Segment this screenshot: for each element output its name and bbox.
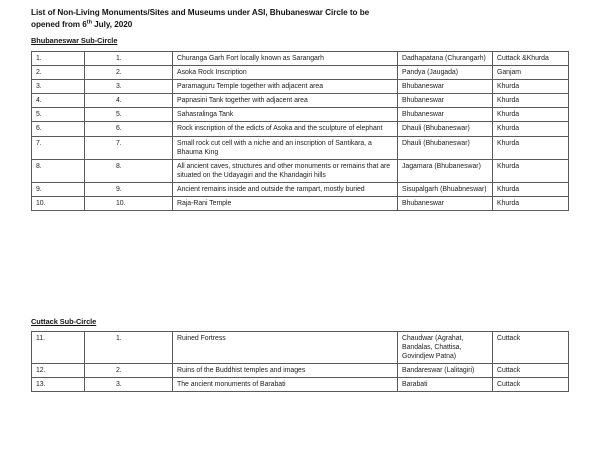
- cell-number: [85, 364, 173, 378]
- cell-district: Cuttack: [493, 332, 569, 364]
- cell-number: [85, 378, 173, 392]
- cell-number-text: 1.: [116, 335, 122, 342]
- cell-number: [85, 159, 173, 182]
- section-heading-bhubaneswar: Bhubaneswar Sub-Circle: [31, 36, 118, 45]
- cell-district: Ganjam: [493, 66, 569, 80]
- cell-number: [85, 80, 173, 94]
- cell-location: Bhubaneswar: [398, 197, 493, 211]
- table-row: [32, 182, 569, 196]
- cell-monument-name: Rock inscription of the edicts of Asoka and the sculpture of elephant: [173, 122, 398, 136]
- table-row: [32, 364, 569, 378]
- table-row: [32, 80, 569, 94]
- cell-number-text: 3.: [116, 381, 122, 389]
- cell-district: Khurda: [493, 182, 569, 196]
- cell-number: [85, 94, 173, 108]
- cell-number: [85, 122, 173, 136]
- cell-number-text: 8.: [116, 162, 122, 170]
- cell-serial: 4.: [32, 94, 85, 108]
- cell-monument-name: Asoka Rock Inscription: [173, 66, 398, 80]
- cell-serial: 1.: [32, 52, 85, 66]
- cell-location: Bhubaneswar: [398, 108, 493, 122]
- cell-number: [85, 66, 173, 80]
- table-row: [32, 378, 569, 392]
- cell-number-text: 6.: [116, 125, 122, 133]
- cell-district: Cuttack &Khurda: [493, 52, 569, 66]
- cell-district: Khurda: [493, 108, 569, 122]
- cell-monument-name: All ancient caves, structures and other monuments or remains that are situated on the Udayagiri and the Khandagiri hills: [173, 159, 398, 182]
- cell-location: Sisupalgarh (Bhuabneswar): [398, 182, 493, 196]
- cell-district: Cuttack: [493, 378, 569, 392]
- cell-number: [85, 197, 173, 211]
- cell-number-text: 2.: [116, 69, 122, 77]
- cell-district: Khurda: [493, 136, 569, 159]
- cell-number: [85, 332, 173, 364]
- cell-district: Khurda: [493, 122, 569, 136]
- table-row: [32, 136, 569, 159]
- cell-district: Khurda: [493, 159, 569, 182]
- table-row: [32, 122, 569, 136]
- cell-number: [85, 182, 173, 196]
- page-title-line-2-prefix: opened from 6: [31, 20, 87, 30]
- cell-number-text: 10.: [116, 200, 126, 208]
- monuments-table-bhubaneswar: [31, 51, 569, 211]
- cell-monument-name: Churanga Garh Fort locally known as Sarangarh: [173, 52, 398, 66]
- cell-serial: 11.: [32, 332, 85, 364]
- cell-monument-name: Raja-Rani Temple: [173, 197, 398, 211]
- cell-monument-name: Small rock cut cell with a niche and an inscription of Santikara, a Bhauma King: [173, 136, 398, 159]
- table-row: [32, 52, 569, 66]
- monuments-table-cuttack: [31, 331, 569, 392]
- cell-serial: 13.: [32, 378, 85, 392]
- cell-district: Cuttack: [493, 364, 569, 378]
- cell-number: [85, 136, 173, 159]
- cell-monument-name: Ruins of the Buddhist temples and images: [173, 364, 398, 378]
- cell-number: [85, 108, 173, 122]
- cell-number-text: 9.: [116, 185, 122, 193]
- cell-district: Khurda: [493, 80, 569, 94]
- cell-number-text: 1.: [116, 55, 122, 62]
- cell-district: Khurda: [493, 197, 569, 211]
- cell-location: Dhauli (Bhubaneswar): [398, 136, 493, 159]
- cell-monument-name: Ruined Fortress: [173, 332, 398, 364]
- cell-serial: 12.: [32, 364, 85, 378]
- cell-serial: 7.: [32, 136, 85, 159]
- cell-serial: 2.: [32, 66, 85, 80]
- cell-location: Bhubaneswar: [398, 94, 493, 108]
- cell-monument-name: Ancient remains inside and outside the rampart, mostly buried: [173, 182, 398, 196]
- cell-serial: 10.: [32, 197, 85, 211]
- cell-number-text: 3.: [116, 83, 122, 91]
- section-heading-cuttack: Cuttack Sub-Circle: [31, 317, 97, 326]
- cell-location: Pandya (Jaugada): [398, 66, 493, 80]
- cell-location: Jagamara (Bhubaneswar): [398, 159, 493, 182]
- cell-serial: 6.: [32, 122, 85, 136]
- cell-number: [85, 52, 173, 66]
- cell-serial: 3.: [32, 80, 85, 94]
- cell-location: Dadhapatana (Churangarh): [398, 52, 493, 66]
- table-row: [32, 159, 569, 182]
- cell-monument-name: The ancient monuments of Barabati: [173, 378, 398, 392]
- table-row: [32, 66, 569, 80]
- table-row: [32, 332, 569, 364]
- cell-serial: 8.: [32, 159, 85, 182]
- page-title-line-2-suffix: July, 2020: [91, 20, 133, 30]
- page-title-ordinal-suffix: th: [86, 19, 92, 26]
- table-body-bhubaneswar: [32, 52, 569, 211]
- table-body-cuttack: [32, 332, 569, 392]
- cell-monument-name: Sahasralinga Tank: [173, 108, 398, 122]
- cell-serial: 5.: [32, 108, 85, 122]
- cell-number-text: 2.: [116, 367, 122, 375]
- cell-location: Bandareswar (Lalitagiri): [398, 364, 493, 378]
- table-row: [32, 108, 569, 122]
- cell-district: Khurda: [493, 94, 569, 108]
- cell-monument-name: Papnasini Tank together with adjacent area: [173, 94, 398, 108]
- cell-monument-name: Paramaguru Temple together with adjacent area: [173, 80, 398, 94]
- cell-location: Dhauli (Bhubaneswar): [398, 122, 493, 136]
- page-title: [31, 7, 568, 31]
- cell-location: Bhubaneswar: [398, 80, 493, 94]
- page-title-line-1: List of Non-Living Monuments/Sites and Museums under ASI, Bhubaneswar Circle to be: [31, 8, 370, 17]
- cell-number-text: 4.: [116, 97, 122, 105]
- table-row: [32, 197, 569, 211]
- table-row: [32, 94, 569, 108]
- cell-number-text: 7.: [116, 139, 122, 147]
- cell-number-text: 5.: [116, 111, 122, 119]
- cell-location: Barabati: [398, 378, 493, 392]
- cell-location: Chaudwar (Agrahat, Bandalas, Chattisa, Govindjew Patna): [398, 332, 493, 364]
- cell-serial: 9.: [32, 182, 85, 196]
